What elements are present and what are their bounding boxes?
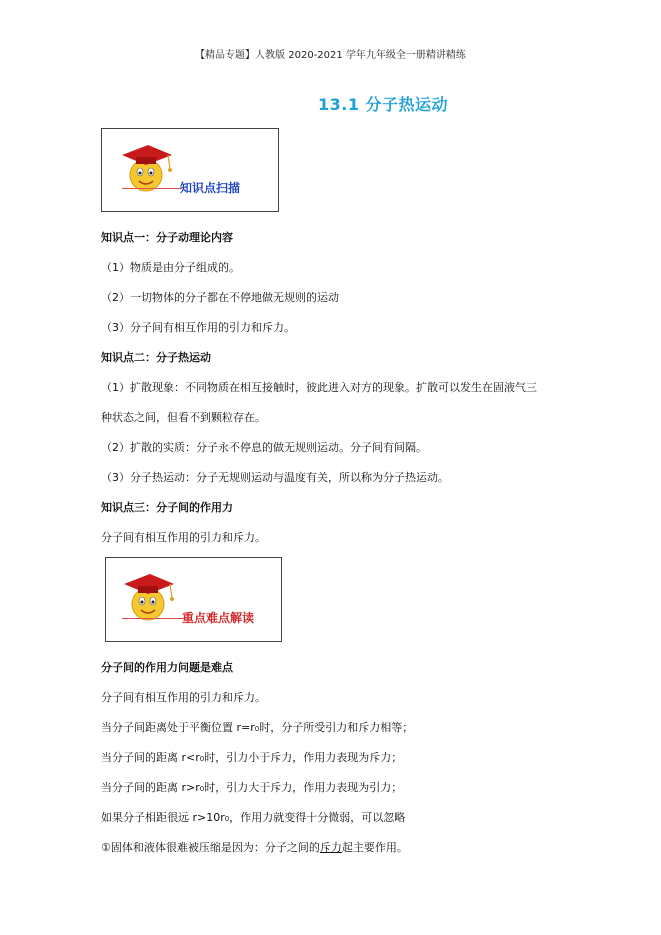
paragraph: 分子间有相互作用的引力和斥力。 [101, 691, 266, 704]
section-heading: 知识点三：分子间的作用力 [101, 501, 233, 514]
text-part: 时，引力大于斥力，作用力表现为引力； [204, 781, 403, 794]
text-part: 起主要作用。 [341, 841, 408, 854]
paragraph [101, 839, 408, 855]
text-part: 时，分子所受引力和斥力相等； [259, 721, 414, 734]
underlined-answer: 斥力 [319, 841, 342, 854]
text-part: 当分子间的距离 r<r [101, 751, 200, 764]
paragraph: （1）扩散现象：不同物质在相互接触时，彼此进入对方的现象。扩散可以发生在固液气三 [101, 381, 537, 394]
paragraph: 分子间有相互作用的引力和斥力。 [101, 531, 266, 544]
section-heading: 知识点二：分子热运动 [101, 351, 211, 364]
paragraph: （2）一切物体的分子都在不停地做无规则的运动 [101, 291, 339, 304]
subscript: 0 [224, 815, 230, 823]
text-part: ，作用力就变得十分微弱，可以忽略 [229, 811, 406, 824]
banner-key-difficulties [105, 557, 282, 642]
text-part: 当分子间的距离 r>r [101, 781, 200, 794]
text-part: 当分子间距离处于平衡位置 r=r [101, 721, 255, 734]
paragraph [101, 809, 405, 825]
section-heading: 分子间的作用力问题是难点 [101, 661, 233, 674]
paragraph: （3）分子间有相互作用的引力和斥力。 [101, 321, 295, 334]
subscript: 0 [199, 755, 205, 763]
section-heading: 知识点一：分子动理论内容 [101, 231, 233, 244]
banner-label: 重点难点解读 [182, 611, 255, 625]
paragraph: 种状态之间，但看不到颗粒存在。 [101, 411, 266, 424]
subscript: 0 [254, 725, 260, 733]
subscript: 0 [199, 785, 205, 793]
page-title: 13.1 分子热运动 [318, 95, 449, 114]
paragraph [101, 779, 402, 795]
text-part: ①固体和液体很难被压缩是因为：分子之间的 [101, 841, 320, 854]
banner-knowledge-scan [101, 128, 279, 212]
paragraph [101, 749, 402, 765]
banner-underline [122, 188, 182, 189]
page-header: 【精品专题】人教版 2020-2021 学年九年级全一册精讲精练 [195, 50, 466, 61]
paragraph [101, 719, 413, 735]
text-part: 时，引力小于斥力，作用力表现为斥力； [204, 751, 403, 764]
banner-label: 知识点扫描 [180, 181, 241, 195]
paragraph: （2）扩散的实质：分子永不停息的做无规则运动。分子间有间隔。 [101, 441, 427, 454]
paragraph: （1）物质是由分子组成的。 [101, 261, 240, 274]
mascot-graduation-cap-icon [120, 566, 178, 626]
banner-underline [122, 618, 184, 619]
paragraph: （3）分子热运动：分子无规则运动与温度有关，所以称为分子热运动。 [101, 471, 449, 484]
text-part: 如果分子相距很远 r>10r [101, 811, 225, 824]
